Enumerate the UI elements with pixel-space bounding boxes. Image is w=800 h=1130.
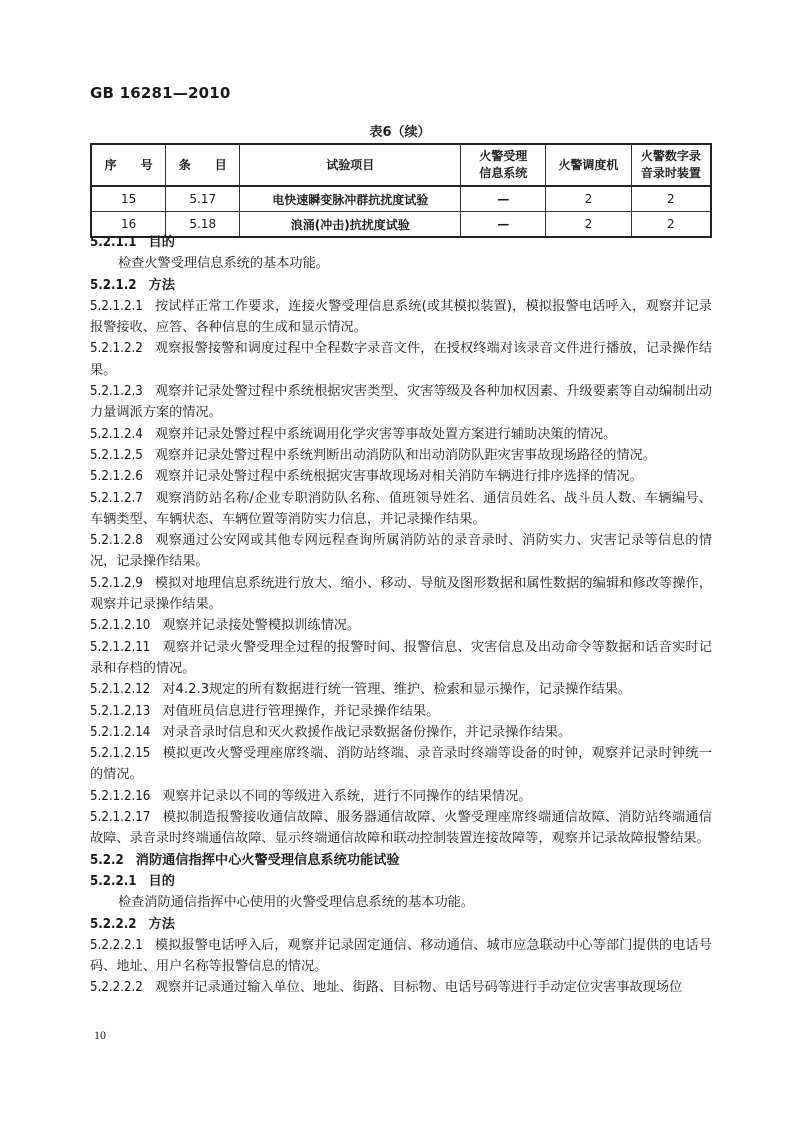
paragraph [90, 935, 712, 978]
section-heading [90, 850, 712, 871]
paragraph [90, 743, 712, 786]
test-items-table [90, 143, 712, 238]
clause-text: 模拟制造报警接收通信故障、服务器通信故障、火警受理座席终端通信故障、消防站终端通信故障、录音录时终端通信故障、显示终端通信故障和联动控制装置连接故障等，观察并记录故障报警结果。 [90, 810, 712, 847]
table-caption: 表6（续） [369, 125, 431, 140]
paragraph [90, 466, 712, 487]
paragraph [90, 701, 712, 722]
clause-number: 5.2.2.1 [90, 873, 137, 889]
clause-text: 按试样正常工作要求，连接火警受理信息系统(或其模拟装置)，模拟报警电话呼入，观察并记录报警接收、应答、各种信息的生成和显示情况。 [90, 298, 712, 336]
clause-number: 5.2.1.2.12 [90, 682, 151, 698]
column-header: 序 号 [91, 144, 166, 186]
clause-text: 模拟报警电话呼入后，观察并记录固定通信、移动通信、城市应急联动中心等部门提供的电话号码、地址、用户名称等报警信息的情况。 [90, 937, 712, 975]
clause-number: 5.2.1.1 [90, 235, 137, 250]
table-cell: 2 [546, 212, 632, 238]
section-heading [90, 871, 712, 892]
clause-number: 5.2.1.2.2 [90, 341, 143, 357]
clause-text: 对4.2.3规定的所有数据进行统一管理、维护、检索和显示操作，记录操作结果。 [162, 682, 632, 698]
clause-text: 观察并记录处警过程中系统判断出动消防队和出动消防队距灾害事故现场路径的情况。 [154, 447, 656, 463]
clause-text: 对录音录时信息和灭火救援作战记录数据备份操作，并记录操作结果。 [162, 724, 572, 740]
column-header: 火警受理 信息系统 [461, 144, 546, 186]
clause-number: 5.2.1.2.15 [90, 746, 151, 762]
clause-text: 方法 [148, 916, 175, 932]
clause-number: 5.2.1.2.13 [90, 703, 151, 719]
clause-text: 模拟更改火警受理座席终端、消防站终端、录音录时终端等设备的时钟，观察并记录时钟统一的情况。 [90, 746, 712, 783]
clause-text: 观察并记录以不同的等级进入系统，进行不同操作的结果情况。 [162, 788, 532, 804]
column-header: 试验项目 [240, 144, 461, 186]
table-cell: 2 [546, 186, 632, 212]
clause-number: 5.2.1.2.16 [90, 788, 151, 804]
clause-text: 观察并记录通过输入单位、地址、街路、目标物、电话号码等进行手动定位灾害事故现场位 [154, 980, 683, 996]
clause-text: 观察通过公安网或其他专网远程查询所属消防站的录音录时、消防实力、灾害记录等信息的情况，记录操作结果。 [90, 533, 712, 570]
table-cell: 15 [91, 186, 166, 212]
paragraph [90, 637, 712, 680]
clause-number: 5.2.1.2.14 [90, 724, 151, 740]
clause-text: 模拟对地理信息系统进行放大、缩小、移动、导航及图形数据和属性数据的编辑和修改等操作，观察并记录操作结果。 [90, 575, 712, 613]
page-number: 10 [94, 1028, 106, 1042]
column-header: 火警调度机 [546, 144, 632, 186]
paragraph [90, 615, 712, 636]
table-cell: — [461, 186, 546, 212]
clause-number: 5.2.2.2.1 [90, 937, 143, 953]
clause-number: 5.2.1.2.5 [90, 447, 143, 463]
clause-number: 5.2.1.2.4 [90, 426, 143, 442]
standard-number: GB 16281—2010 [90, 84, 231, 102]
paragraph [90, 786, 712, 807]
clause-number: 5.2.1.2.11 [90, 639, 151, 655]
paragraph [90, 977, 712, 998]
clause-text: 观察并记录处警过程中系统根据灾害事故现场对相关消防车辆进行排序选择的情况。 [154, 469, 643, 485]
column-header: 火警数字录 音录时装置 [631, 144, 711, 186]
clause-number: 5.2.2 [90, 852, 124, 868]
clause-number: 5.2.1.2.6 [90, 469, 143, 485]
table-cell: 2 [631, 186, 711, 212]
paragraph [90, 381, 712, 424]
clause-number: 5.2.2.2.2 [90, 980, 143, 996]
document-body [90, 232, 712, 999]
clause-text: 观察并记录接处警模拟训练情况。 [162, 618, 361, 634]
table-cell: — [461, 212, 546, 238]
section-heading [90, 914, 712, 935]
paragraph [90, 253, 712, 274]
paragraph [90, 445, 712, 466]
paragraph [90, 530, 712, 573]
clause-number: 5.2.1.2.10 [90, 618, 151, 634]
clause-text: 观察报警接警和调度过程中全程数字录音文件，在授权终端对该录音文件进行播放，记录操作结果。 [90, 341, 712, 378]
table-cell: 5.17 [166, 186, 240, 212]
clause-text: 检查火警受理信息系统的基本功能。 [118, 256, 329, 272]
section-heading [90, 275, 712, 296]
table-cell: 2 [631, 212, 711, 238]
clause-number: 5.2.1.2.3 [90, 384, 143, 400]
paragraph [90, 679, 712, 700]
clause-text: 对值班员信息进行管理操作，并记录操作结果。 [162, 703, 440, 719]
clause-number: 5.2.1.2.17 [90, 810, 151, 826]
table-cell: 浪涌(冲击)抗扰度试验 [240, 212, 461, 238]
paragraph [90, 807, 712, 850]
clause-number: 5.2.2.2 [90, 916, 137, 932]
paragraph [90, 424, 712, 445]
clause-number: 5.2.1.2.9 [90, 575, 143, 591]
column-header: 条 目 [166, 144, 240, 186]
clause-text: 检查消防通信指挥中心使用的火警受理信息系统的基本功能。 [118, 895, 475, 911]
clause-number: 5.2.1.2 [90, 277, 137, 293]
table-row [91, 186, 711, 212]
paragraph [90, 892, 712, 913]
table-cell: 电快速瞬变脉冲群抗扰度试验 [240, 186, 461, 212]
clause-number: 5.2.1.2.7 [90, 490, 143, 506]
clause-text: 消防通信指挥中心火警受理信息系统功能试验 [135, 852, 400, 868]
clause-number: 5.2.1.2.8 [90, 533, 143, 549]
paragraph [90, 488, 712, 531]
clause-text: 目的 [148, 235, 175, 250]
paragraph [90, 722, 712, 743]
table-cell: 16 [91, 212, 166, 238]
clause-text: 观察并记录处警过程中系统调用化学灾害等事故处置方案进行辅助决策的情况。 [154, 426, 617, 442]
clause-text: 方法 [148, 277, 175, 293]
clause-text: 观察并记录火警受理全过程的报警时间、报警信息、灾害信息及出动命令等数据和话音实时记录和存档的情况。 [90, 639, 712, 676]
paragraph [90, 338, 712, 381]
section-heading [90, 232, 712, 253]
clause-number: 5.2.1.2.1 [90, 298, 143, 314]
paragraph [90, 296, 712, 339]
clause-text: 观察并记录处警过程中系统根据灾害类型、灾害等级及各种加权因素、升级要素等自动编制出动力量调派方案的情况。 [90, 384, 712, 421]
table-cell: 5.18 [166, 212, 240, 238]
paragraph [90, 573, 712, 616]
clause-text: 观察消防站名称/企业专职消防队名称、值班领导姓名、通信员姓名、战斗员人数、车辆编号、车辆类型、车辆状态、车辆位置等消防实力信息，并记录操作结果。 [90, 490, 712, 527]
table-header-row [91, 144, 711, 186]
clause-text: 目的 [148, 873, 175, 889]
